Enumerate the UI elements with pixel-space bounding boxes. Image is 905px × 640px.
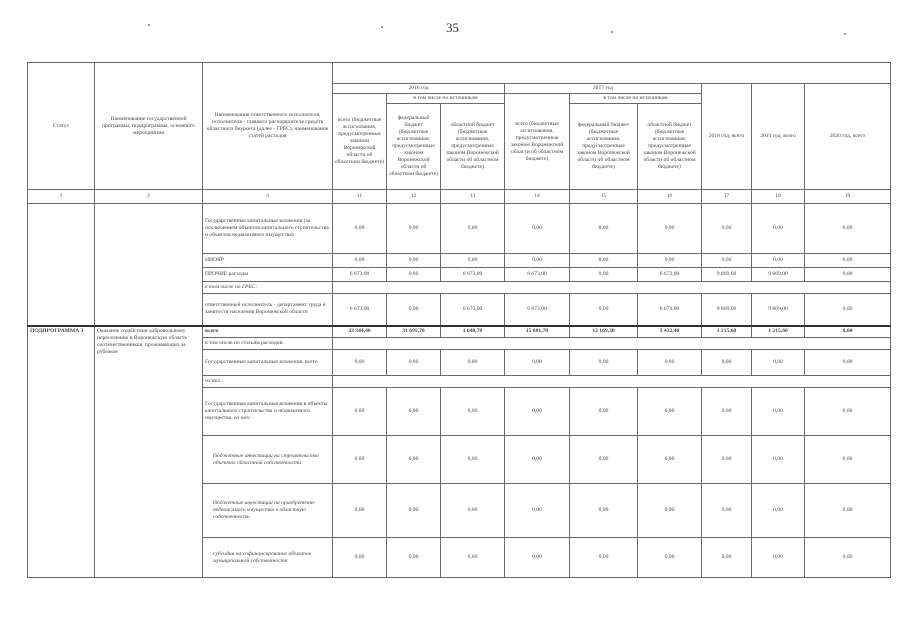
- cell-value: 0,00: [752, 204, 805, 254]
- cell-value: 0,00: [805, 484, 891, 538]
- header-sources-2016: в том числе по источникам: [387, 94, 505, 104]
- header-year-2016: 2016 год: [333, 84, 505, 94]
- cell-value: 0,00: [638, 484, 702, 538]
- empty-cell: [28, 294, 95, 326]
- col-number: 12: [387, 190, 441, 204]
- header-spacer: [333, 63, 891, 84]
- cell-value: 0,00: [805, 268, 891, 282]
- cell-value: 0,00: [702, 388, 752, 436]
- row-label: Государственные капитальные вложения в объекты капитального строительства и недвижимого имущества, из них:: [203, 388, 333, 436]
- cell-value: 6 673,00: [638, 294, 702, 326]
- subprogram-name: Оказание содействия добровольному переселению в Воронежскую область соотечественников, проживающих за рубежом: [95, 326, 203, 578]
- cell-value: 0,00: [333, 484, 387, 538]
- row-label: Государственные капитальные вложения (за исключением объектов капитального строительства и объектов недвижимого имущества): [203, 204, 333, 254]
- cell-value: 0,00: [505, 254, 570, 268]
- cell-value: 6 673,00: [333, 268, 387, 282]
- cell-value: 0,00: [441, 436, 505, 484]
- empty-cell: [28, 254, 95, 268]
- cell-value: 0,00: [333, 254, 387, 268]
- cell-value: 9 869,00: [752, 268, 805, 282]
- header-sources-2017: в том числе по источникам: [570, 94, 702, 104]
- cell-value: 0,00: [638, 538, 702, 578]
- cell-value: 9 869,00: [702, 268, 752, 282]
- scan-speck: [611, 31, 613, 33]
- cell-value: 31 695,70: [387, 326, 441, 338]
- row-label: НИОКР: [203, 254, 333, 268]
- cell-value: 0,00: [441, 254, 505, 268]
- cell-value: 6 673,00: [441, 294, 505, 326]
- cell-value: 0,00: [805, 388, 891, 436]
- header-col-14: всего (бюджетные ассигнования, предусмотренные законом Воронежской области об областном бюджете): [505, 94, 570, 190]
- cell-value: 0,00: [702, 204, 752, 254]
- empty-cell: [95, 204, 203, 254]
- cell-value: 0,00: [702, 254, 752, 268]
- page-number: 35: [446, 20, 459, 35]
- cell-value: 3 432,40: [638, 326, 702, 338]
- cell-value: 0,00: [387, 204, 441, 254]
- empty-cell: [95, 294, 203, 326]
- cell-value: 0,00: [570, 388, 638, 436]
- cell-value: 0,00: [638, 204, 702, 254]
- header-col-16: областной бюджет (бюджетные ассигнования, предусмотренные законом Воронежской области об областном бюджете): [638, 104, 702, 190]
- cell-value: 0,00: [805, 294, 891, 326]
- cell-value: 0,00: [638, 254, 702, 268]
- cell-value: 6 673,00: [441, 268, 505, 282]
- row-label: ПРОЧИЕ расходы: [203, 268, 333, 282]
- header-col-15: федеральный бюджет (бюджетные ассигнования, предусмотренные законом Воронежской области об областном бюджете): [570, 104, 638, 190]
- cell-value: 6 673,00: [505, 294, 570, 326]
- table-row: [28, 294, 891, 326]
- cell-value: 0,00: [441, 350, 505, 376]
- cell-value: 33 344,40: [333, 326, 387, 338]
- cell-value: 0,00: [333, 350, 387, 376]
- cell-value: 0,00: [505, 484, 570, 538]
- cell-value: 0,00: [387, 538, 441, 578]
- empty-cell: [28, 268, 95, 282]
- row-label: субсидии на софинансирование объектов муниципальной собственности: [203, 538, 333, 578]
- cell-value: 0,00: [570, 268, 638, 282]
- col-number: 13: [441, 190, 505, 204]
- scan-speck: [844, 33, 846, 35]
- table-row: [28, 268, 891, 282]
- col-number: 3: [203, 190, 333, 204]
- cell-value: 0,00: [752, 436, 805, 484]
- cell-value: 0,00: [505, 388, 570, 436]
- row-label: Государственные капитальные вложения, всего: [203, 350, 333, 376]
- cell-value: 0,00: [805, 538, 891, 578]
- cell-value: 12 169,30: [570, 326, 638, 338]
- cell-value: 15 601,70: [505, 326, 570, 338]
- cell-value: 6 673,00: [333, 294, 387, 326]
- cell-value: 0,00: [570, 254, 638, 268]
- row-label: всего: [203, 326, 333, 338]
- col-number: 11: [333, 190, 387, 204]
- cell-value: 0,00: [805, 204, 891, 254]
- header-year-2017: 2017 год: [505, 84, 702, 94]
- empty-span-cell: [333, 282, 891, 294]
- budget-table: [27, 62, 891, 578]
- cell-value: 0,00: [570, 350, 638, 376]
- cell-value: 0,00: [505, 350, 570, 376]
- col-number: 19: [805, 190, 891, 204]
- table-row-total: [28, 326, 891, 338]
- cell-value: 0,00: [441, 388, 505, 436]
- cell-value: 0,00: [570, 484, 638, 538]
- cell-value: 0,00: [387, 254, 441, 268]
- empty-span-cell: [333, 338, 891, 350]
- cell-value: 0,00: [505, 436, 570, 484]
- cell-value: 0,00: [752, 484, 805, 538]
- cell-value: 0,00: [441, 538, 505, 578]
- cell-value: 0,00: [505, 538, 570, 578]
- empty-cell: [95, 254, 203, 268]
- cell-value: 1 648,70: [441, 326, 505, 338]
- cell-value: 0,00: [638, 350, 702, 376]
- row-label: в том числе по статьям расходов:: [203, 338, 333, 350]
- header-executor-name: Наименование ответственного исполнителя, исполнителя - главного распорядителя средств областного бюджета (далее - ГРБС), наименование статей расходов: [203, 63, 333, 190]
- cell-value: 0,00: [570, 436, 638, 484]
- column-numbers-row: [28, 190, 891, 204]
- row-label: ответственный исполнитель - департамент труда и занятости населения Воронежской области: [203, 294, 333, 326]
- empty-cell: [95, 268, 203, 282]
- header-row-spacer: [28, 63, 891, 84]
- header-col-11: всего (бюджетные ассигнования, предусмотренные законом Воронежской области об областном бюджете): [333, 94, 387, 190]
- cell-value: 0,00: [805, 326, 891, 338]
- empty-cell: [95, 282, 203, 294]
- col-number: 17: [702, 190, 752, 204]
- cell-value: 0,00: [805, 254, 891, 268]
- table-row: [28, 282, 891, 294]
- cell-value: 0,00: [387, 350, 441, 376]
- cell-value: 0,00: [387, 294, 441, 326]
- cell-value: 0,00: [570, 538, 638, 578]
- header-status: Статус: [28, 63, 95, 190]
- header-col-17: 2018 год, всего: [702, 84, 752, 190]
- cell-value: 0,00: [638, 388, 702, 436]
- cell-value: 0,00: [702, 436, 752, 484]
- cell-value: 0,00: [333, 388, 387, 436]
- table-row: [28, 254, 891, 268]
- scan-speck: [148, 24, 150, 26]
- col-number: 14: [505, 190, 570, 204]
- col-number: 18: [752, 190, 805, 204]
- cell-value: 6 673,00: [638, 268, 702, 282]
- row-label: в том числе по ГРБС:: [203, 282, 333, 294]
- cell-value: 0,00: [387, 484, 441, 538]
- cell-value: 0,00: [387, 268, 441, 282]
- col-number: 15: [570, 190, 638, 204]
- header-col-12: федеральный бюджет (бюджетные ассигнования, предусмотренные законом Воронежской области об областном бюджете): [387, 104, 441, 190]
- col-number: 16: [638, 190, 702, 204]
- scan-speck: [381, 26, 383, 28]
- empty-cell: [28, 282, 95, 294]
- header-col-19: 2020 год, всего: [805, 84, 891, 190]
- cell-value: 0,00: [570, 294, 638, 326]
- empty-span-cell: [333, 376, 891, 388]
- empty-cell: [28, 204, 95, 254]
- cell-value: 0,00: [505, 204, 570, 254]
- cell-value: 9 869,00: [702, 294, 752, 326]
- cell-value: 0,00: [387, 436, 441, 484]
- cell-value: 1 215,60: [702, 326, 752, 338]
- cell-value: 0,00: [702, 538, 752, 578]
- cell-value: 0,00: [333, 436, 387, 484]
- row-label: бюджетные инвестиции на строительство объектов областной собственности: [203, 436, 333, 484]
- table-row: [28, 204, 891, 254]
- cell-value: 0,00: [752, 254, 805, 268]
- cell-value: 0,00: [441, 204, 505, 254]
- header-col-18: 2019 год, всего: [752, 84, 805, 190]
- cell-value: 0,00: [752, 350, 805, 376]
- cell-value: 0,00: [638, 436, 702, 484]
- row-label: из них:: [203, 376, 333, 388]
- row-label: бюджетные инвестиции на приобретение недвижимого имущества в областную собственность: [203, 484, 333, 538]
- cell-value: 0,00: [702, 350, 752, 376]
- cell-value: 0,00: [805, 436, 891, 484]
- cell-value: 0,00: [702, 484, 752, 538]
- cell-value: 0,00: [333, 204, 387, 254]
- col-number: 2: [95, 190, 203, 204]
- cell-value: 0,00: [387, 388, 441, 436]
- cell-value: 6 673,00: [505, 268, 570, 282]
- cell-value: 0,00: [752, 538, 805, 578]
- cell-value: 0,00: [570, 204, 638, 254]
- cell-value: 0,00: [441, 484, 505, 538]
- cell-value: 9 869,00: [752, 294, 805, 326]
- cell-value: 1 215,60: [752, 326, 805, 338]
- cell-value: 0,00: [752, 388, 805, 436]
- subprogram-status: ПОДПРОГРАММА 3: [28, 326, 95, 578]
- col-number: 1: [28, 190, 95, 204]
- header-program-name: Наименование государственной программы, подпрограммы, основного мероприятия: [95, 63, 203, 190]
- header-col-13: областной бюджет (бюджетные ассигнования, предусмотренные законом Воронежской области об областном бюджете): [441, 104, 505, 190]
- cell-value: 0,00: [805, 350, 891, 376]
- cell-value: 0,00: [333, 538, 387, 578]
